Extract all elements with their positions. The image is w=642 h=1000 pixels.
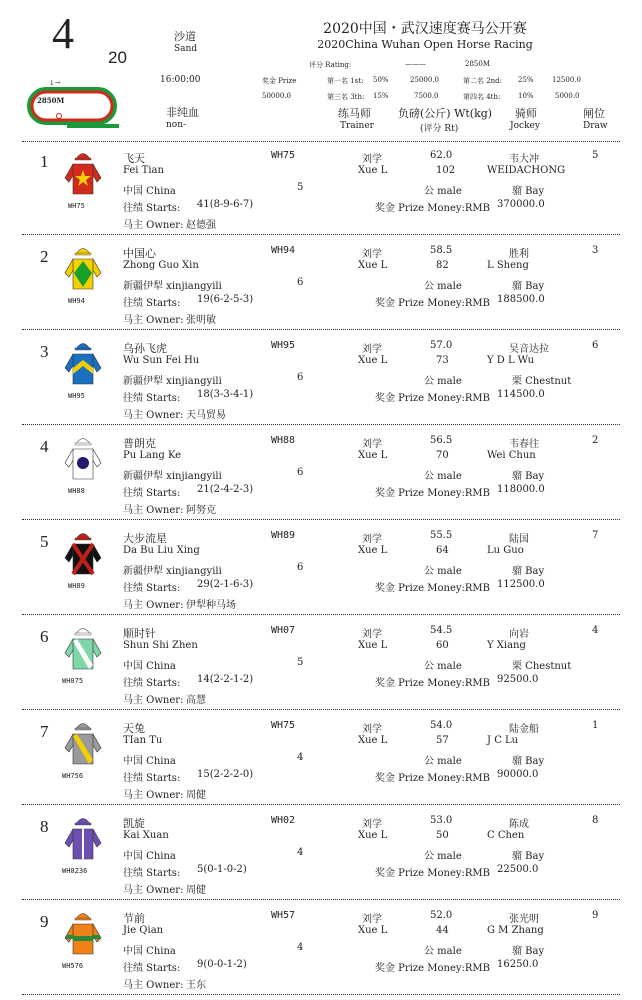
horse-name-cn: 飞天 bbox=[123, 152, 145, 165]
col-weight-cn: 负磅(公斤) Wt(kg) bbox=[398, 107, 493, 120]
owner-label: 马主 Owner: bbox=[123, 410, 184, 421]
owner-name: 阿努克 bbox=[186, 505, 216, 516]
race-title-en: 2020China Wuhan Open Horse Racing bbox=[317, 38, 533, 51]
prize-fourth-amt: 5000.0 bbox=[555, 92, 580, 100]
owner-name: 伊犁种马场 bbox=[186, 600, 236, 611]
track-diagram bbox=[27, 79, 119, 132]
weight: 54.0 bbox=[430, 720, 453, 731]
jockey-en: Lu Guo bbox=[487, 545, 524, 556]
prize-money: 188500.0 bbox=[497, 294, 545, 305]
jockey-en: C Chen bbox=[487, 830, 525, 841]
rating: 64 bbox=[436, 545, 449, 556]
prize-second-label: 第二名 2nd: bbox=[463, 77, 503, 85]
prize-money-label: 奖金 Prize Money:RMB bbox=[375, 963, 491, 974]
jockey-en: J C Lu bbox=[487, 735, 519, 746]
starts-record: 41(8-9-6-7) bbox=[197, 199, 254, 210]
horse-color: 骝 Bay bbox=[512, 186, 545, 197]
draw: 5 bbox=[592, 150, 599, 161]
horse-age: 4 bbox=[297, 942, 304, 953]
owner-label: 马主 Owner: bbox=[123, 315, 184, 326]
runner-entry bbox=[0, 522, 642, 616]
starts-record: 29(2-1-6-3) bbox=[197, 579, 254, 590]
jockey-en: Wei Chun bbox=[487, 450, 536, 461]
horse-code: WH075 bbox=[62, 677, 84, 685]
jockey-cn: 胜利 bbox=[509, 249, 529, 260]
prize-third-amt: 7500.0 bbox=[414, 92, 439, 100]
horse-name-cn: 中国心 bbox=[123, 247, 156, 260]
sex: 公 male bbox=[424, 566, 462, 577]
horse-color: 栗 Chestnut bbox=[512, 661, 572, 672]
trainer-en: Xue L bbox=[358, 165, 388, 176]
brand-code: WH57 bbox=[271, 910, 296, 921]
horse-name-cn: 节前 bbox=[123, 912, 145, 925]
prize-money: 92500.0 bbox=[497, 674, 539, 685]
horse-name-en: Fei Tian bbox=[123, 165, 164, 176]
col-trainer-cn: 练马师 bbox=[338, 107, 371, 120]
col-jockey-en: Jockey bbox=[510, 121, 540, 131]
horse-number: 7 bbox=[40, 722, 49, 741]
entry-divider bbox=[22, 804, 620, 805]
horse-name-cn: 普朗克 bbox=[123, 437, 156, 450]
col-draw-cn: 闸位 bbox=[583, 107, 605, 120]
prize-money-label: 奖金 Prize Money:RMB bbox=[375, 868, 491, 879]
rating: 73 bbox=[436, 355, 449, 366]
horse-age: 6 bbox=[297, 372, 304, 383]
trainer-cn: 刘学 bbox=[362, 249, 382, 260]
col-weight-en: (评分 Rt) bbox=[420, 124, 459, 134]
horse-name-cn: 凯旋 bbox=[123, 817, 145, 830]
horse-color: 骝 Bay bbox=[512, 566, 545, 577]
horse-age: 6 bbox=[297, 467, 304, 478]
starts-record: 18(3-3-4-1) bbox=[197, 389, 254, 400]
owner-name: 赵德强 bbox=[186, 220, 216, 231]
prize-second-pct: 25% bbox=[518, 76, 534, 84]
horse-age: 6 bbox=[297, 562, 304, 573]
horse-code: WH756 bbox=[62, 772, 84, 780]
runner-entry bbox=[0, 427, 642, 521]
horse-name-en: Da Bu Liu Xing bbox=[123, 545, 200, 556]
trainer-en: Xue L bbox=[358, 545, 388, 556]
starts-record: 9(0-0-1-2) bbox=[197, 959, 247, 970]
starts-record: 19(6-2-5-3) bbox=[197, 294, 254, 305]
entry-divider bbox=[22, 329, 620, 330]
owner-label: 马主 Owner: bbox=[123, 505, 184, 516]
horse-color: 骝 Bay bbox=[512, 756, 545, 767]
prize-fourth-pct: 10% bbox=[518, 92, 534, 100]
jockey-silk-icon bbox=[63, 908, 103, 956]
runner-entry bbox=[0, 712, 642, 806]
entry-divider bbox=[22, 424, 620, 425]
race-distance: 2850M bbox=[465, 60, 490, 68]
jockey-silk-icon bbox=[63, 528, 103, 576]
rating-value: ——— bbox=[405, 60, 426, 68]
horse-age: 4 bbox=[297, 752, 304, 763]
prize-money: 112500.0 bbox=[497, 579, 545, 590]
draw: 4 bbox=[592, 625, 599, 636]
horse-number: 5 bbox=[40, 532, 49, 551]
col-jockey-cn: 骑师 bbox=[515, 107, 537, 120]
horse-age: 4 bbox=[297, 847, 304, 858]
jockey-cn: 陆国 bbox=[509, 534, 529, 545]
entry-divider bbox=[22, 519, 620, 520]
horse-origin: 新疆伊犁 xinjiangyili bbox=[123, 566, 222, 577]
prize-total: 50000.0 bbox=[262, 92, 291, 100]
horse-number: 4 bbox=[40, 437, 49, 456]
surface-en: Sand bbox=[174, 44, 198, 54]
direction-arrow-icon: ↓→ bbox=[49, 79, 61, 87]
starts-record: 5(0-1-0-2) bbox=[197, 864, 247, 875]
prize-money: 114500.0 bbox=[497, 389, 545, 400]
horse-origin: 中国 China bbox=[123, 756, 176, 767]
jockey-silk-icon bbox=[63, 338, 103, 386]
horse-origin: 中国 China bbox=[123, 946, 176, 957]
prize-money-label: 奖金 Prize Money:RMB bbox=[375, 298, 491, 309]
prize-label: 奖金 Prize bbox=[262, 77, 297, 85]
track-distance: 2850M bbox=[37, 96, 65, 105]
jockey-cn: 韦春往 bbox=[509, 439, 539, 450]
jockey-silk-icon bbox=[63, 718, 103, 766]
horse-origin: 中国 China bbox=[123, 661, 176, 672]
prize-first-label: 第一名 1st: bbox=[327, 77, 364, 85]
starts-record: 15(2-2-2-0) bbox=[197, 769, 254, 780]
owner-label: 马主 Owner: bbox=[123, 600, 184, 611]
entry-divider bbox=[22, 614, 620, 615]
horse-number: 9 bbox=[40, 912, 49, 931]
owner-label: 马主 Owner: bbox=[123, 980, 184, 991]
horse-color: 骝 Bay bbox=[512, 281, 545, 292]
race-header bbox=[0, 0, 642, 145]
owner-name: 周健 bbox=[186, 885, 206, 896]
jockey-silk-icon bbox=[63, 433, 103, 481]
owner-label: 马主 Owner: bbox=[123, 885, 184, 896]
weight: 54.5 bbox=[430, 625, 453, 636]
rating: 60 bbox=[436, 640, 449, 651]
horse-age: 5 bbox=[297, 182, 304, 193]
jockey-cn: 韦大冲 bbox=[509, 154, 539, 165]
sex: 公 male bbox=[424, 946, 462, 957]
jockey-en: Y D L Wu bbox=[487, 355, 535, 366]
jockey-cn: 向岩 bbox=[509, 629, 529, 640]
runner-entry bbox=[0, 902, 642, 996]
trainer-cn: 刘学 bbox=[362, 534, 382, 545]
brand-code: WH89 bbox=[271, 530, 296, 541]
prize-money-label: 奖金 Prize Money:RMB bbox=[375, 488, 491, 499]
horse-age: 6 bbox=[297, 277, 304, 288]
brand-code: WH75 bbox=[271, 720, 296, 731]
horse-origin: 中国 China bbox=[123, 186, 176, 197]
horse-name-en: Shun Shi Zhen bbox=[123, 640, 198, 651]
jockey-silk-icon bbox=[63, 148, 103, 196]
horse-color: 骝 Bay bbox=[512, 946, 545, 957]
owner-name: 周健 bbox=[186, 790, 206, 801]
prize-money: 118000.0 bbox=[497, 484, 545, 495]
runner-entry bbox=[0, 142, 642, 236]
jockey-silk-icon bbox=[63, 243, 103, 291]
draw: 8 bbox=[592, 815, 599, 826]
horse-name-en: Jie Qian bbox=[123, 925, 164, 936]
weight: 56.5 bbox=[430, 435, 453, 446]
sex: 公 male bbox=[424, 186, 462, 197]
entry-divider bbox=[22, 709, 620, 710]
jockey-cn: 陈成 bbox=[509, 819, 529, 830]
starts-label: 往绩 Starts: bbox=[123, 298, 181, 309]
rating: 50 bbox=[436, 830, 449, 841]
horse-name-cn: 乌孙飞虎 bbox=[123, 342, 167, 355]
rating: 82 bbox=[436, 260, 449, 271]
prize-second-amt: 12500.0 bbox=[552, 76, 581, 84]
jockey-silk-icon bbox=[63, 813, 103, 861]
horse-name-en: Kai Xuan bbox=[123, 830, 169, 841]
brand-code: WH95 bbox=[271, 340, 296, 351]
jockey-cn: 张光明 bbox=[509, 914, 539, 925]
entry-divider bbox=[22, 994, 620, 995]
starts-record: 14(2-2-1-2) bbox=[197, 674, 254, 685]
jockey-en: G M Zhang bbox=[487, 925, 544, 936]
trainer-cn: 刘学 bbox=[362, 344, 382, 355]
prize-money: 370000.0 bbox=[497, 199, 545, 210]
trainer-cn: 刘学 bbox=[362, 439, 382, 450]
prize-third-label: 第三名 3th: bbox=[327, 93, 365, 101]
owner-label: 马主 Owner: bbox=[123, 790, 184, 801]
race-class: 20 bbox=[108, 48, 127, 67]
trainer-cn: 刘学 bbox=[362, 154, 382, 165]
horse-origin: 新疆伊犁 xinjiangyili bbox=[123, 471, 222, 482]
prize-money-label: 奖金 Prize Money:RMB bbox=[375, 678, 491, 689]
jockey-silk-icon bbox=[63, 623, 103, 671]
owner-label: 马主 Owner: bbox=[123, 695, 184, 706]
prize-first-amt: 25000.0 bbox=[410, 76, 439, 84]
horse-code: WH94 bbox=[68, 297, 85, 305]
breed-en: non- bbox=[166, 120, 187, 130]
prize-money-label: 奖金 Prize Money:RMB bbox=[375, 773, 491, 784]
prize-money-label: 奖金 Prize Money:RMB bbox=[375, 583, 491, 594]
horse-number: 8 bbox=[40, 817, 49, 836]
starts-label: 往绩 Starts: bbox=[123, 583, 181, 594]
runner-entry bbox=[0, 237, 642, 331]
horse-origin: 新疆伊犁 xinjiangyili bbox=[123, 281, 222, 292]
runner-entry bbox=[0, 617, 642, 711]
horse-name-en: TIan Tu bbox=[123, 735, 163, 746]
owner-name: 张明敏 bbox=[186, 315, 216, 326]
horse-code: WH75 bbox=[68, 202, 85, 210]
col-trainer-en: Trainer bbox=[340, 121, 374, 131]
weight: 55.5 bbox=[430, 530, 453, 541]
horse-name-cn: 大步流星 bbox=[123, 532, 167, 545]
jockey-cn: 吴音达拉 bbox=[509, 344, 549, 355]
starts-label: 往绩 Starts: bbox=[123, 393, 181, 404]
horse-code: WH576 bbox=[62, 962, 84, 970]
prize-money-label: 奖金 Prize Money:RMB bbox=[375, 393, 491, 404]
horse-number: 6 bbox=[40, 627, 49, 646]
trainer-en: Xue L bbox=[358, 355, 388, 366]
prize-money: 90000.0 bbox=[497, 769, 539, 780]
rating: 57 bbox=[436, 735, 449, 746]
brand-code: WH94 bbox=[271, 245, 296, 256]
trainer-cn: 刘学 bbox=[362, 724, 382, 735]
race-title-cn: 2020中国・武汉速度赛马公开赛 bbox=[323, 21, 527, 37]
race-time: 16:00:00 bbox=[160, 75, 201, 85]
brand-code: WH75 bbox=[271, 150, 296, 161]
horse-name-en: Zhong Guo Xin bbox=[123, 260, 199, 271]
horse-age: 5 bbox=[297, 657, 304, 668]
trainer-en: Xue L bbox=[358, 830, 388, 841]
starts-label: 往绩 Starts: bbox=[123, 963, 181, 974]
rating: 102 bbox=[436, 165, 456, 176]
prize-money-label: 奖金 Prize Money:RMB bbox=[375, 203, 491, 214]
horse-name-cn: 顺时针 bbox=[123, 627, 156, 640]
runner-entry bbox=[0, 807, 642, 901]
rating-label: 评分 Rating: bbox=[309, 61, 352, 69]
starts-label: 往绩 Starts: bbox=[123, 868, 181, 879]
horse-name-en: Wu Sun Fei Hu bbox=[123, 355, 200, 366]
entry-divider bbox=[22, 899, 620, 900]
draw: 7 bbox=[592, 530, 599, 541]
horse-number: 1 bbox=[40, 152, 49, 171]
sex: 公 male bbox=[424, 661, 462, 672]
sex: 公 male bbox=[424, 376, 462, 387]
jockey-cn: 陆金船 bbox=[509, 724, 539, 735]
race-number: 4 bbox=[52, 9, 74, 58]
sex: 公 male bbox=[424, 756, 462, 767]
prize-third-pct: 15% bbox=[373, 92, 389, 100]
horse-origin: 新疆伊犁 xinjiangyili bbox=[123, 376, 222, 387]
horse-code: WH0236 bbox=[62, 867, 88, 875]
draw: 3 bbox=[592, 245, 599, 256]
brand-code: WH02 bbox=[271, 815, 296, 826]
prize-fourth-label: 第四名 4th: bbox=[463, 93, 501, 101]
starts-record: 21(2-4-2-3) bbox=[197, 484, 254, 495]
entry-divider bbox=[22, 234, 620, 235]
horse-code: WH89 bbox=[68, 582, 85, 590]
col-draw-en: Draw bbox=[583, 121, 608, 131]
horse-color: 骝 Bay bbox=[512, 851, 545, 862]
starts-label: 往绩 Starts: bbox=[123, 678, 181, 689]
trainer-cn: 刘学 bbox=[362, 914, 382, 925]
horse-color: 骝 Bay bbox=[512, 471, 545, 482]
owner-name: 天马贸易 bbox=[186, 410, 226, 421]
weight: 57.0 bbox=[430, 340, 453, 351]
owner-name: 高慧 bbox=[186, 695, 206, 706]
breed-cn: 非纯血 bbox=[166, 106, 199, 119]
surface-cn: 沙道 bbox=[174, 30, 196, 43]
owner-name: 王东 bbox=[186, 980, 206, 991]
sex: 公 male bbox=[424, 471, 462, 482]
horse-number: 3 bbox=[40, 342, 49, 361]
draw: 2 bbox=[592, 435, 599, 446]
prize-money: 16250.0 bbox=[497, 959, 539, 970]
trainer-en: Xue L bbox=[358, 925, 388, 936]
brand-code: WH07 bbox=[271, 625, 296, 636]
weight: 58.5 bbox=[430, 245, 453, 256]
horse-origin: 中国 China bbox=[123, 851, 176, 862]
horse-number: 2 bbox=[40, 247, 49, 266]
prize-first-pct: 50% bbox=[373, 76, 389, 84]
starts-label: 往绩 Starts: bbox=[123, 203, 181, 214]
trainer-en: Xue L bbox=[358, 735, 388, 746]
rating: 44 bbox=[436, 925, 449, 936]
start-marker-icon bbox=[57, 114, 62, 119]
brand-code: WH88 bbox=[271, 435, 296, 446]
weight: 52.0 bbox=[430, 910, 453, 921]
rating: 70 bbox=[436, 450, 449, 461]
draw: 6 bbox=[592, 340, 599, 351]
weight: 62.0 bbox=[430, 150, 453, 161]
trainer-cn: 刘学 bbox=[362, 629, 382, 640]
starts-label: 往绩 Starts: bbox=[123, 773, 181, 784]
starts-label: 往绩 Starts: bbox=[123, 488, 181, 499]
horse-color: 栗 Chestnut bbox=[512, 376, 572, 387]
jockey-en: WEIDACHONG bbox=[487, 165, 566, 176]
owner-label: 马主 Owner: bbox=[123, 220, 184, 231]
trainer-en: Xue L bbox=[358, 640, 388, 651]
runner-entry bbox=[0, 332, 642, 426]
trainer-en: Xue L bbox=[358, 450, 388, 461]
horse-code: WH95 bbox=[68, 392, 85, 400]
trainer-en: Xue L bbox=[358, 260, 388, 271]
draw: 1 bbox=[592, 720, 599, 731]
prize-money: 22500.0 bbox=[497, 864, 539, 875]
sex: 公 male bbox=[424, 281, 462, 292]
jockey-en: Y Xiang bbox=[487, 640, 526, 651]
horse-name-cn: 天兔 bbox=[123, 722, 145, 735]
horse-code: WH88 bbox=[68, 487, 85, 495]
weight: 53.0 bbox=[430, 815, 453, 826]
sex: 公 male bbox=[424, 851, 462, 862]
horse-name-en: Pu Lang Ke bbox=[123, 450, 182, 461]
draw: 9 bbox=[592, 910, 599, 921]
jockey-en: L Sheng bbox=[487, 260, 529, 271]
trainer-cn: 刘学 bbox=[362, 819, 382, 830]
